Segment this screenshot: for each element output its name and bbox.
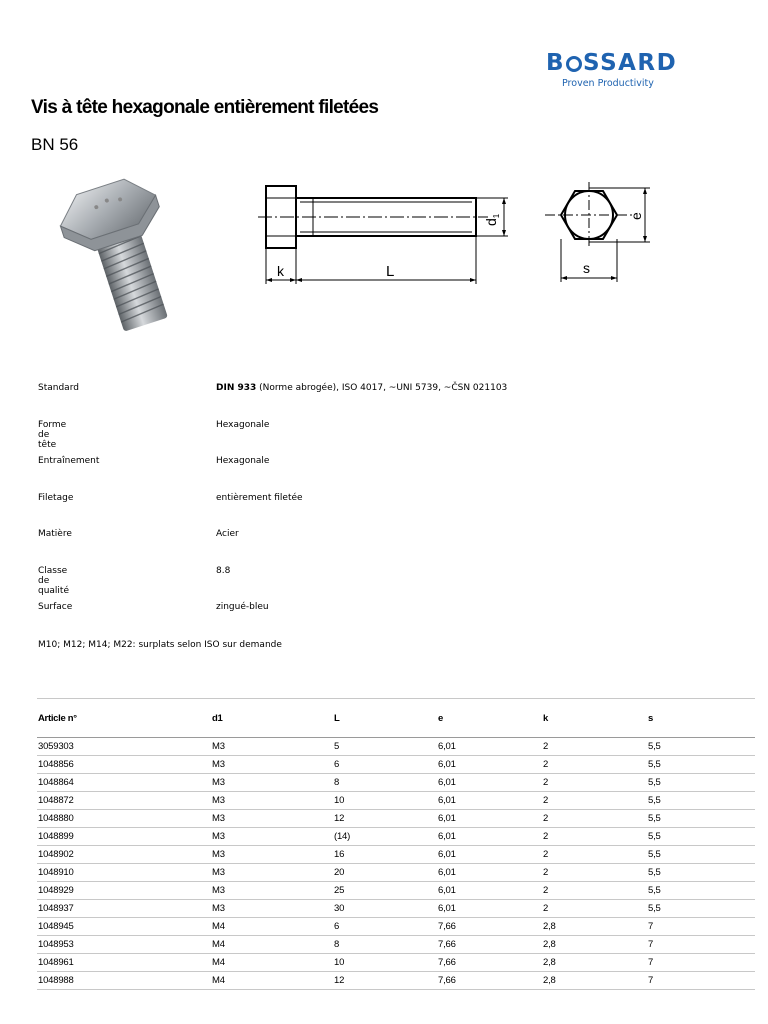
cell-k: 2 — [543, 867, 549, 878]
cell-k: 2 — [543, 759, 549, 770]
property-label: Surface — [38, 602, 73, 612]
cell-e: 6,01 — [438, 741, 456, 752]
logo-wordmark — [546, 50, 686, 76]
cell-article[interactable]: 3059303 — [38, 741, 74, 752]
property-label: Matière — [38, 529, 72, 539]
logo-letters-ssard: SSARD — [583, 50, 678, 76]
dim-L-label: L — [386, 263, 395, 280]
cell-article[interactable]: 1048988 — [38, 975, 74, 986]
cell-d1: M3 — [212, 813, 225, 824]
cell-d1: M3 — [212, 759, 225, 770]
cell-L: 10 — [334, 957, 345, 968]
table-row — [37, 972, 755, 990]
cell-d1: M3 — [212, 867, 225, 878]
cell-s: 7 — [648, 957, 654, 968]
bossard-logo — [546, 50, 686, 89]
cell-article[interactable]: 1048929 — [38, 885, 74, 896]
remark-note: M10; M12; M14; M22: surplats selon ISO sur demande — [38, 640, 282, 650]
cell-s: 5,5 — [648, 795, 661, 806]
cell-s: 5,5 — [648, 813, 661, 824]
product-code: BN 56 — [31, 135, 79, 154]
cell-article[interactable]: 1048872 — [38, 795, 74, 806]
property-label: Filetage — [38, 492, 74, 503]
cell-s: 7 — [648, 975, 654, 986]
cell-L: 30 — [334, 903, 345, 914]
standard-din-link: DIN 933 — [216, 383, 257, 393]
cell-s: 5,5 — [648, 777, 661, 788]
cell-k: 2,8 — [543, 921, 556, 932]
table-row — [37, 828, 755, 846]
cell-k: 2 — [543, 849, 549, 860]
cell-e: 6,01 — [438, 795, 456, 806]
cell-e: 6,01 — [438, 777, 456, 788]
cell-e: 6,01 — [438, 867, 456, 878]
cell-s: 5,5 — [648, 903, 661, 914]
logo-ring-icon — [566, 56, 582, 72]
col-header-e: e — [438, 713, 443, 724]
cell-k: 2 — [543, 903, 549, 914]
logo-tagline: Proven Productivity — [562, 78, 654, 89]
cell-e: 7,66 — [438, 921, 456, 932]
cell-d1: M4 — [212, 975, 225, 986]
bolt-photo — [45, 168, 205, 358]
cell-L: 10 — [334, 795, 345, 806]
table-row — [37, 900, 755, 918]
table-row — [37, 756, 755, 774]
property-value: Acier — [216, 529, 239, 539]
cell-e: 7,66 — [438, 975, 456, 986]
cell-k: 2,8 — [543, 939, 556, 950]
cell-L: 5 — [334, 741, 340, 752]
logo-letter-b: B — [546, 50, 566, 76]
cell-e: 7,66 — [438, 939, 456, 950]
cell-L: 12 — [334, 813, 345, 824]
cell-k: 2 — [543, 777, 549, 788]
cell-e: 7,66 — [438, 957, 456, 968]
article-table — [37, 698, 755, 990]
cell-k: 2 — [543, 795, 549, 806]
cell-d1: M3 — [212, 885, 225, 896]
cell-article[interactable]: 1048864 — [38, 777, 74, 788]
cell-e: 6,01 — [438, 903, 456, 914]
cell-article[interactable]: 1048899 — [38, 831, 74, 842]
dim-s-label: s — [583, 260, 590, 276]
bolt-side-drawing — [258, 180, 518, 290]
dim-e-label: e — [628, 212, 644, 220]
property-label: Standard — [38, 383, 79, 393]
cell-article[interactable]: 1048961 — [38, 957, 74, 968]
cell-L: 6 — [334, 921, 340, 932]
cell-L: 20 — [334, 867, 345, 878]
cell-L: (14) — [334, 831, 351, 842]
cell-s: 5,5 — [648, 867, 661, 878]
table-row — [37, 810, 755, 828]
table-row — [37, 864, 755, 882]
cell-k: 2 — [543, 831, 549, 842]
property-value: DIN 933 (Norme abrogée), ISO 4017, ~UNI 5739, ~ČSN 021103 — [216, 383, 508, 393]
property-label: Entraînement — [38, 456, 100, 466]
dim-k-label: k — [277, 263, 284, 279]
cell-L: 16 — [334, 849, 345, 860]
cell-s: 5,5 — [648, 885, 661, 896]
property-value: entièrement filetée — [216, 492, 303, 503]
col-header-d1: d1 — [212, 713, 223, 724]
table-row — [37, 882, 755, 900]
cell-s: 5,5 — [648, 759, 661, 770]
table-row — [37, 738, 755, 756]
col-header-article: Article n° — [38, 713, 77, 724]
cell-k: 2,8 — [543, 975, 556, 986]
cell-e: 6,01 — [438, 831, 456, 842]
cell-L: 12 — [334, 975, 345, 986]
cell-s: 5,5 — [648, 849, 661, 860]
cell-e: 6,01 — [438, 885, 456, 896]
cell-article[interactable]: 1048945 — [38, 921, 74, 932]
cell-e: 6,01 — [438, 849, 456, 860]
bolt-end-drawing — [545, 180, 655, 285]
cell-s: 7 — [648, 921, 654, 932]
col-header-k: k — [543, 713, 548, 724]
table-row — [37, 792, 755, 810]
cell-d1: M4 — [212, 921, 225, 932]
cell-s: 7 — [648, 939, 654, 950]
cell-d1: M4 — [212, 957, 225, 968]
cell-L: 8 — [334, 777, 340, 788]
col-header-s: s — [648, 713, 653, 724]
cell-d1: M3 — [212, 849, 225, 860]
property-value: Hexagonale — [216, 419, 270, 430]
cell-d1: M3 — [212, 903, 225, 914]
cell-d1: M3 — [212, 831, 225, 842]
cell-article[interactable]: 1048902 — [38, 849, 74, 860]
cell-e: 6,01 — [438, 759, 456, 770]
cell-d1: M3 — [212, 741, 225, 752]
dim-d1-label: $d_1$ — [483, 213, 501, 226]
cell-k: 2 — [543, 885, 549, 896]
cell-article[interactable]: 1048910 — [38, 867, 74, 878]
property-value: Hexagonale — [216, 456, 270, 466]
property-label: Classe de qualité — [38, 565, 69, 596]
cell-s: 5,5 — [648, 831, 661, 842]
cell-d1: M3 — [212, 777, 225, 788]
page-title: Vis à tête hexagonale entièrement filetées — [31, 97, 379, 118]
cell-e: 6,01 — [438, 813, 456, 824]
cell-k: 2,8 — [543, 957, 556, 968]
cell-article[interactable]: 1048937 — [38, 903, 74, 914]
cell-L: 8 — [334, 939, 340, 950]
table-row — [37, 954, 755, 972]
property-value: zingué-bleu — [216, 602, 269, 612]
cell-L: 25 — [334, 885, 345, 896]
table-row — [37, 918, 755, 936]
cell-s: 5,5 — [648, 741, 661, 752]
table-row — [37, 936, 755, 954]
cell-article[interactable]: 1048880 — [38, 813, 74, 824]
table-body — [37, 738, 755, 990]
cell-article[interactable]: 1048953 — [38, 939, 74, 950]
cell-k: 2 — [543, 813, 549, 824]
table-header — [37, 698, 755, 738]
table-row — [37, 846, 755, 864]
cell-k: 2 — [543, 741, 549, 752]
property-label: Forme de tête — [38, 419, 67, 450]
property-value: 8.8 — [216, 565, 231, 576]
cell-d1: M4 — [212, 939, 225, 950]
cell-L: 6 — [334, 759, 340, 770]
col-header-L: L — [334, 713, 340, 724]
table-row — [37, 774, 755, 792]
cell-d1: M3 — [212, 795, 225, 806]
cell-article[interactable]: 1048856 — [38, 759, 74, 770]
